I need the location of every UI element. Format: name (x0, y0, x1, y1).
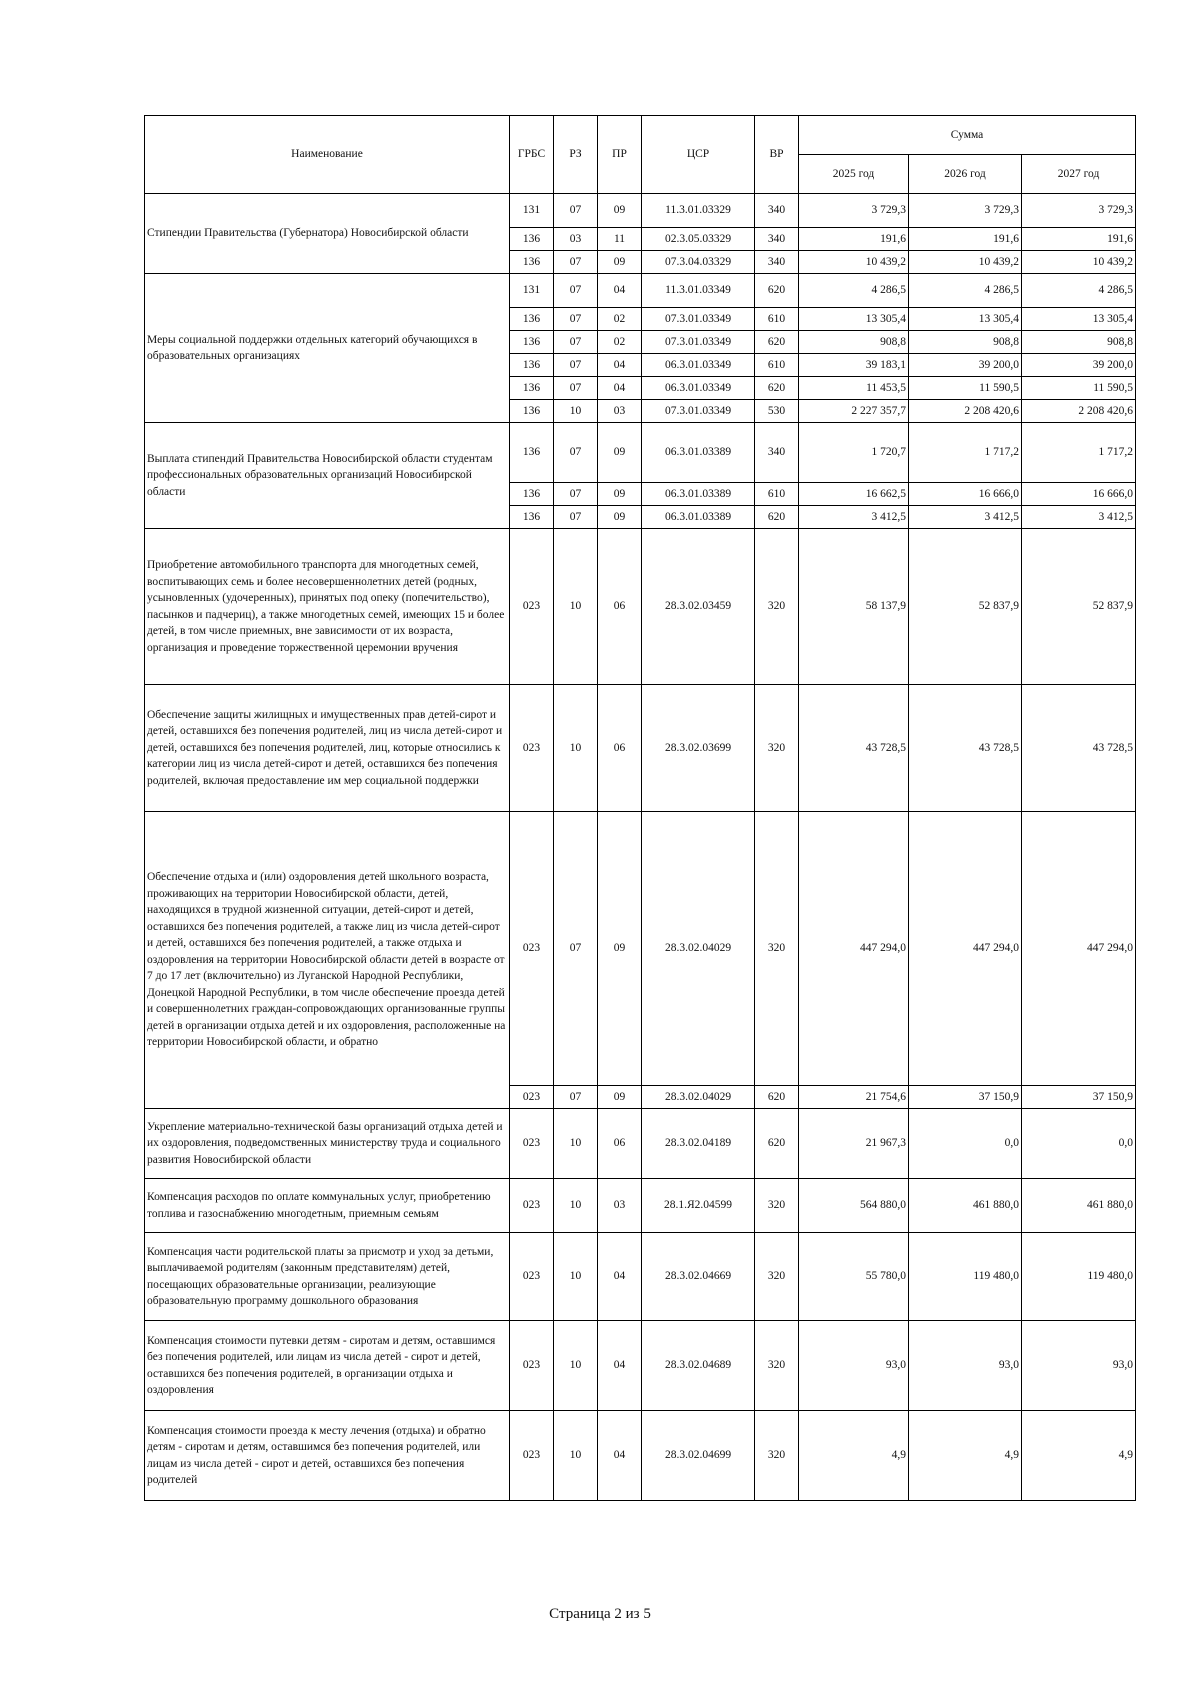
table-row (145, 194, 1136, 228)
header-rz: РЗ (554, 116, 598, 194)
amount-2027-cell: 191,6 (1022, 228, 1136, 251)
grbs-cell: 023 (510, 1086, 554, 1109)
amount-2025-cell: 16 662,5 (799, 483, 909, 506)
amount-2027-cell: 461 880,0 (1022, 1179, 1136, 1233)
item-name-cell: Обеспечение защиты жилищных и имущественных прав детей-сирот и детей, оставшихся без попечения родителей, лиц из числа детей-сирот и детей, оставшихся без попечения родителей, лиц, которые относились к категории лиц из числа детей-сирот и детей, оставшихся без попечения родителей, включая предоставление им мер социальной поддержки (145, 685, 510, 812)
table-row (145, 1321, 1136, 1411)
table-row (145, 423, 1136, 483)
amount-2025-cell: 11 453,5 (799, 377, 909, 400)
pr-cell: 06 (598, 529, 642, 685)
vr-cell: 610 (755, 308, 799, 331)
table-row (145, 1109, 1136, 1179)
pr-cell: 03 (598, 400, 642, 423)
amount-2027-cell: 93,0 (1022, 1321, 1136, 1411)
rz-cell: 07 (554, 274, 598, 308)
table-row (145, 1233, 1136, 1321)
amount-2025-cell: 21 754,6 (799, 1086, 909, 1109)
header-csr: ЦСР (642, 116, 755, 194)
amount-2026-cell: 13 305,4 (909, 308, 1022, 331)
table-row (145, 685, 1136, 812)
table-row (145, 812, 1136, 1086)
amount-2025-cell: 1 720,7 (799, 423, 909, 483)
amount-2027-cell: 447 294,0 (1022, 812, 1136, 1086)
header-vr: ВР (755, 116, 799, 194)
vr-cell: 620 (755, 377, 799, 400)
rz-cell: 07 (554, 331, 598, 354)
amount-2026-cell: 2 208 420,6 (909, 400, 1022, 423)
vr-cell: 340 (755, 228, 799, 251)
amount-2025-cell: 4 286,5 (799, 274, 909, 308)
amount-2027-cell: 3 412,5 (1022, 506, 1136, 529)
header-2025: 2025 год (799, 155, 909, 194)
rz-cell: 07 (554, 1086, 598, 1109)
grbs-cell: 136 (510, 251, 554, 274)
csr-cell: 28.1.Я2.04599 (642, 1179, 755, 1233)
csr-cell: 28.3.02.04029 (642, 1086, 755, 1109)
amount-2027-cell: 2 208 420,6 (1022, 400, 1136, 423)
amount-2026-cell: 4 286,5 (909, 274, 1022, 308)
vr-cell: 320 (755, 529, 799, 685)
pr-cell: 02 (598, 308, 642, 331)
amount-2027-cell: 37 150,9 (1022, 1086, 1136, 1109)
vr-cell: 340 (755, 251, 799, 274)
rz-cell: 07 (554, 251, 598, 274)
vr-cell: 620 (755, 1109, 799, 1179)
amount-2027-cell: 16 666,0 (1022, 483, 1136, 506)
header-2026: 2026 год (909, 155, 1022, 194)
csr-cell: 06.3.01.03389 (642, 483, 755, 506)
vr-cell: 610 (755, 354, 799, 377)
vr-cell: 620 (755, 1086, 799, 1109)
amount-2026-cell: 10 439,2 (909, 251, 1022, 274)
amount-2025-cell: 191,6 (799, 228, 909, 251)
grbs-cell: 136 (510, 354, 554, 377)
rz-cell: 10 (554, 1109, 598, 1179)
vr-cell: 340 (755, 194, 799, 228)
csr-cell: 06.3.01.03389 (642, 506, 755, 529)
rz-cell: 07 (554, 377, 598, 400)
amount-2027-cell: 4 286,5 (1022, 274, 1136, 308)
amount-2025-cell: 93,0 (799, 1321, 909, 1411)
header-2027: 2027 год (1022, 155, 1136, 194)
pr-cell: 09 (598, 251, 642, 274)
rz-cell: 10 (554, 400, 598, 423)
pr-cell: 06 (598, 1109, 642, 1179)
pr-cell: 04 (598, 377, 642, 400)
rz-cell: 10 (554, 685, 598, 812)
csr-cell: 07.3.01.03349 (642, 400, 755, 423)
budget-sheet (144, 115, 1135, 1501)
amount-2026-cell: 461 880,0 (909, 1179, 1022, 1233)
amount-2027-cell: 43 728,5 (1022, 685, 1136, 812)
header-name: Наименование (145, 116, 510, 194)
item-name-cell: Выплата стипендий Правительства Новосибирской области студентам профессиональных образовательных организаций Новосибирской области (145, 423, 510, 529)
csr-cell: 28.3.02.04689 (642, 1321, 755, 1411)
csr-cell: 11.3.01.03349 (642, 274, 755, 308)
amount-2027-cell: 908,8 (1022, 331, 1136, 354)
amount-2025-cell: 21 967,3 (799, 1109, 909, 1179)
grbs-cell: 023 (510, 1233, 554, 1321)
rz-cell: 07 (554, 506, 598, 529)
grbs-cell: 023 (510, 1179, 554, 1233)
amount-2026-cell: 908,8 (909, 331, 1022, 354)
amount-2027-cell: 0,0 (1022, 1109, 1136, 1179)
item-name-cell: Компенсация стоимости проезда к месту лечения (отдыха) и обратно детям - сиротам и детям, оставшимся без попечения родителей, или лицам из числа детей - сирот и детей, оставшихся без попечения родителей (145, 1411, 510, 1501)
amount-2027-cell: 39 200,0 (1022, 354, 1136, 377)
csr-cell: 06.3.01.03349 (642, 354, 755, 377)
vr-cell: 340 (755, 423, 799, 483)
rz-cell: 07 (554, 483, 598, 506)
vr-cell: 530 (755, 400, 799, 423)
vr-cell: 320 (755, 1321, 799, 1411)
grbs-cell: 131 (510, 194, 554, 228)
grbs-cell: 136 (510, 506, 554, 529)
amount-2025-cell: 55 780,0 (799, 1233, 909, 1321)
grbs-cell: 136 (510, 308, 554, 331)
vr-cell: 320 (755, 685, 799, 812)
amount-2026-cell: 4,9 (909, 1411, 1022, 1501)
amount-2026-cell: 3 412,5 (909, 506, 1022, 529)
rz-cell: 10 (554, 1233, 598, 1321)
item-name-cell: Компенсация расходов по оплате коммунальных услуг, приобретению топлива и газоснабжению многодетным, приемным семьям (145, 1179, 510, 1233)
csr-cell: 28.3.02.03459 (642, 529, 755, 685)
amount-2025-cell: 908,8 (799, 331, 909, 354)
csr-cell: 07.3.04.03329 (642, 251, 755, 274)
vr-cell: 620 (755, 274, 799, 308)
csr-cell: 07.3.01.03349 (642, 331, 755, 354)
amount-2026-cell: 37 150,9 (909, 1086, 1022, 1109)
pr-cell: 04 (598, 1411, 642, 1501)
table-row (145, 529, 1136, 685)
amount-2026-cell: 39 200,0 (909, 354, 1022, 377)
vr-cell: 610 (755, 483, 799, 506)
amount-2026-cell: 447 294,0 (909, 812, 1022, 1086)
rz-cell: 07 (554, 308, 598, 331)
header-grbs: ГРБС (510, 116, 554, 194)
amount-2025-cell: 43 728,5 (799, 685, 909, 812)
table-row (145, 1179, 1136, 1233)
amount-2026-cell: 119 480,0 (909, 1233, 1022, 1321)
pr-cell: 02 (598, 331, 642, 354)
pr-cell: 06 (598, 685, 642, 812)
csr-cell: 06.3.01.03389 (642, 423, 755, 483)
amount-2027-cell: 11 590,5 (1022, 377, 1136, 400)
csr-cell: 06.3.01.03349 (642, 377, 755, 400)
amount-2025-cell: 4,9 (799, 1411, 909, 1501)
pr-cell: 09 (598, 506, 642, 529)
grbs-cell: 136 (510, 377, 554, 400)
item-name-cell: Укрепление материально-технической базы организаций отдыха детей и их оздоровления, подведомственных министерству труда и социального развития Новосибирской области (145, 1109, 510, 1179)
grbs-cell: 023 (510, 685, 554, 812)
pr-cell: 09 (598, 483, 642, 506)
amount-2027-cell: 10 439,2 (1022, 251, 1136, 274)
amount-2025-cell: 3 412,5 (799, 506, 909, 529)
amount-2026-cell: 16 666,0 (909, 483, 1022, 506)
rz-cell: 10 (554, 529, 598, 685)
csr-cell: 11.3.01.03329 (642, 194, 755, 228)
grbs-cell: 023 (510, 812, 554, 1086)
table-row (145, 1411, 1136, 1501)
amount-2026-cell: 1 717,2 (909, 423, 1022, 483)
rz-cell: 10 (554, 1321, 598, 1411)
amount-2026-cell: 191,6 (909, 228, 1022, 251)
csr-cell: 28.3.02.04029 (642, 812, 755, 1086)
item-name-cell: Приобретение автомобильного транспорта для многодетных семей, воспитывающих семь и более несовершеннолетних детей (родных, усыновленных (удочеренных), принятых под опеку (попечительство), пасынков и падчериц), а также многодетных семей, имеющих 15 и более детей, в том числе приемных, вне зависимости от их возраста, организация и проведение торжественной церемонии вручения (145, 529, 510, 685)
amount-2025-cell: 58 137,9 (799, 529, 909, 685)
amount-2027-cell: 1 717,2 (1022, 423, 1136, 483)
grbs-cell: 131 (510, 274, 554, 308)
rz-cell: 07 (554, 423, 598, 483)
grbs-cell: 136 (510, 400, 554, 423)
amount-2027-cell: 3 729,3 (1022, 194, 1136, 228)
rz-cell: 07 (554, 194, 598, 228)
item-name-cell: Стипендии Правительства (Губернатора) Новосибирской области (145, 194, 510, 274)
item-name-cell: Компенсация стоимости путевки детям - сиротам и детям, оставшимся без попечения родителей, или лицам из числа детей - сирот и детей, оставшихся без попечения родителей, в организации отдыха и оздоровления (145, 1321, 510, 1411)
pr-cell: 09 (598, 194, 642, 228)
csr-cell: 02.3.05.03329 (642, 228, 755, 251)
header-sum: Сумма (799, 116, 1136, 155)
pr-cell: 09 (598, 423, 642, 483)
grbs-cell: 023 (510, 529, 554, 685)
amount-2025-cell: 39 183,1 (799, 354, 909, 377)
csr-cell: 28.3.02.04699 (642, 1411, 755, 1501)
pr-cell: 03 (598, 1179, 642, 1233)
pr-cell: 04 (598, 1321, 642, 1411)
grbs-cell: 136 (510, 423, 554, 483)
budget-table-body (145, 194, 1136, 1501)
grbs-cell: 023 (510, 1411, 554, 1501)
amount-2026-cell: 52 837,9 (909, 529, 1022, 685)
vr-cell: 320 (755, 1179, 799, 1233)
grbs-cell: 136 (510, 331, 554, 354)
grbs-cell: 136 (510, 228, 554, 251)
table-row (145, 274, 1136, 308)
rz-cell: 03 (554, 228, 598, 251)
amount-2025-cell: 564 880,0 (799, 1179, 909, 1233)
vr-cell: 620 (755, 331, 799, 354)
pr-cell: 11 (598, 228, 642, 251)
amount-2026-cell: 11 590,5 (909, 377, 1022, 400)
vr-cell: 320 (755, 1411, 799, 1501)
item-name-cell: Меры социальной поддержки отдельных категорий обучающихся в образовательных организациях (145, 274, 510, 423)
amount-2027-cell: 52 837,9 (1022, 529, 1136, 685)
amount-2025-cell: 447 294,0 (799, 812, 909, 1086)
csr-cell: 28.3.02.04669 (642, 1233, 755, 1321)
csr-cell: 28.3.02.04189 (642, 1109, 755, 1179)
amount-2026-cell: 43 728,5 (909, 685, 1022, 812)
amount-2027-cell: 13 305,4 (1022, 308, 1136, 331)
rz-cell: 10 (554, 1411, 598, 1501)
amount-2025-cell: 10 439,2 (799, 251, 909, 274)
pr-cell: 09 (598, 1086, 642, 1109)
page-number: Страница 2 из 5 (549, 1606, 651, 1622)
amount-2025-cell: 2 227 357,7 (799, 400, 909, 423)
item-name-cell: Обеспечение отдыха и (или) оздоровления детей школьного возраста, проживающих на территории Новосибирской области, детей, находящихся в трудной жизненной ситуации, детей-сирот и детей, оставшихся без попечения родителей, а также лиц из числа детей-сирот и детей, оставшихся без попечения родителей, а также отдыха и оздоровления на территории Новосибирской области детей в возрасте от 7 до 17 лет (включительно) из Луганской Народной Республики, Донецкой Народной Республики, в том числе обеспечение проезда детей и совершеннолетних граждан-сопровождающих организованные группы детей в организации отдыха детей и их оздоровления, расположенные на территории Новосибирской области, и обратно (145, 812, 510, 1109)
pr-cell: 04 (598, 354, 642, 377)
amount-2026-cell: 0,0 (909, 1109, 1022, 1179)
amount-2027-cell: 119 480,0 (1022, 1233, 1136, 1321)
amount-2025-cell: 13 305,4 (799, 308, 909, 331)
vr-cell: 320 (755, 1233, 799, 1321)
pr-cell: 09 (598, 812, 642, 1086)
grbs-cell: 023 (510, 1321, 554, 1411)
pr-cell: 04 (598, 274, 642, 308)
amount-2025-cell: 3 729,3 (799, 194, 909, 228)
header-pr: ПР (598, 116, 642, 194)
rz-cell: 07 (554, 354, 598, 377)
rz-cell: 07 (554, 812, 598, 1086)
budget-table (144, 115, 1136, 1501)
grbs-cell: 023 (510, 1109, 554, 1179)
grbs-cell: 136 (510, 483, 554, 506)
item-name-cell: Компенсация части родительской платы за присмотр и уход за детьми, выплачиваемой родителям (законным представителям) детей, посещающих образовательные организации, реализующие образовательную программу дошкольного образования (145, 1233, 510, 1321)
pr-cell: 04 (598, 1233, 642, 1321)
amount-2026-cell: 93,0 (909, 1321, 1022, 1411)
csr-cell: 07.3.01.03349 (642, 308, 755, 331)
amount-2027-cell: 4,9 (1022, 1411, 1136, 1501)
csr-cell: 28.3.02.03699 (642, 685, 755, 812)
amount-2026-cell: 3 729,3 (909, 194, 1022, 228)
rz-cell: 10 (554, 1179, 598, 1233)
vr-cell: 620 (755, 506, 799, 529)
vr-cell: 320 (755, 812, 799, 1086)
